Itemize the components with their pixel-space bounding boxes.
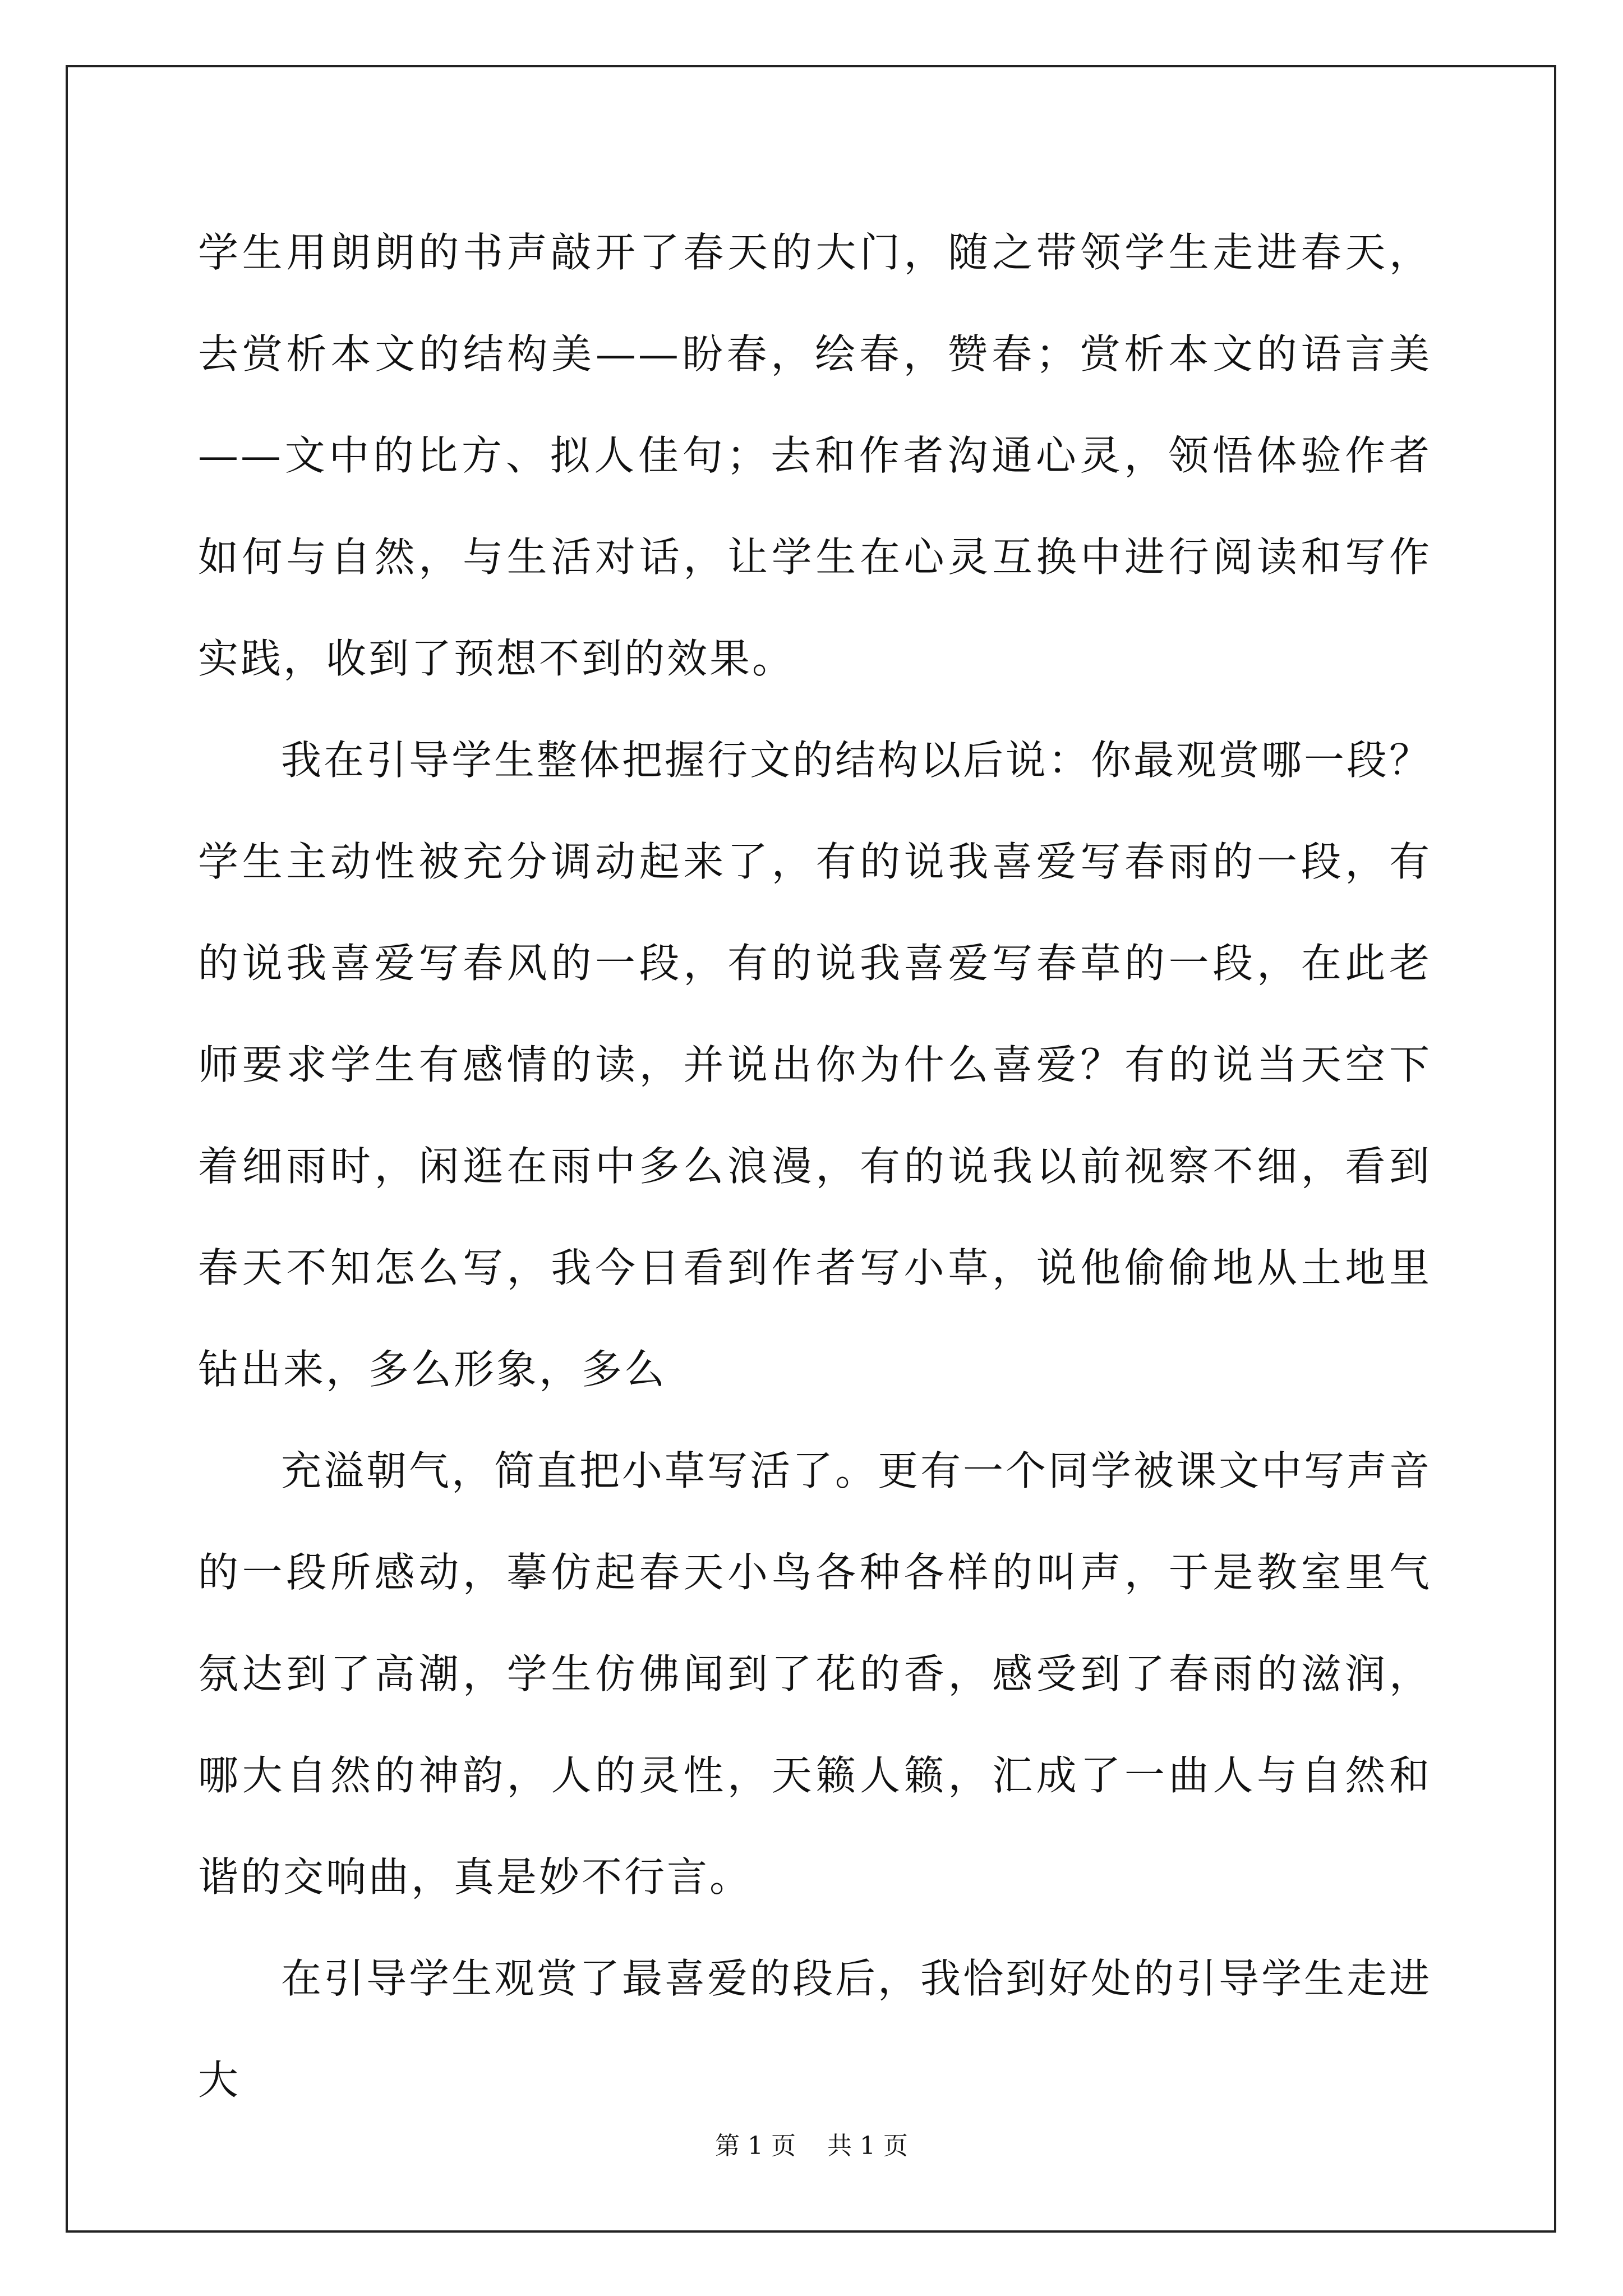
document-body [198, 202, 1432, 2131]
text-line: 与生活对话，让学生在心灵互换中进行阅读和写作实践，收到了预想 [198, 533, 1432, 682]
text-line: 神韵，人的灵性，天籁人籁，汇成了一曲人与自然和谐的交响曲，真 [198, 1752, 1432, 1901]
text-line: 喜爱写春风的一段，有的说我喜爱写春草的一段，在此老师要求学生 [198, 940, 1432, 1088]
text-line: 了高潮，学生仿佛闻到了花的香，感受到了春雨的滋润，哪大自然的 [198, 1650, 1432, 1799]
text-line: 今日看到作者写小草，说他偷偷地从土地里钻出来，多么形象，多么 [198, 1244, 1432, 1393]
text-line: 在雨中多么浪漫，有的说我以前视察不细，看到春天不知怎么写，我 [198, 1143, 1432, 1291]
text-line: 析本文的结构美——盼春，绘春，赞春；赏析本文的语言美——文中 [198, 330, 1432, 479]
text-line: 有感情的读，并说出你为什么喜爱？有的说当天空下着细雨时，闲逛 [198, 1041, 1432, 1190]
text-line: 学生用朗朗的书声敲开了春天的大门，随之带领学生走进春天，去赏 [198, 229, 1432, 378]
paragraph-1 [198, 202, 1432, 710]
text-line: 在引导学生观赏了最喜爱的段后，我恰到好处的引导学生走进大 [198, 1955, 1432, 2104]
text-line: 不到的效果。 [539, 635, 795, 682]
paragraph-3 [198, 1420, 1432, 1928]
page-footer: 第 1 页 共 1 页 [715, 2132, 908, 2160]
text-line: 一段所感动，摹仿起春天小鸟各种各样的叫声，于是教室里气氛达到 [198, 1549, 1432, 1697]
text-line: 我在引导学生整体把握行文的结构以后说：你最观赏哪一段？学 [198, 737, 1432, 885]
text-line: 的比方、拟人佳句；去和作者沟通心灵，领悟体验作者如何与自然， [198, 432, 1432, 581]
text-line: 生主动性被充分调动起来了，有的说我喜爱写春雨的一段，有的说我 [198, 838, 1432, 987]
paragraph-4 [198, 1928, 1432, 2131]
text-line: 充溢朝气，简直把小草写活了。更有一个同学被课文中写声音的 [198, 1447, 1432, 1596]
text-line: 是妙不行言。 [496, 1853, 753, 1901]
paragraph-2 [198, 710, 1432, 1420]
